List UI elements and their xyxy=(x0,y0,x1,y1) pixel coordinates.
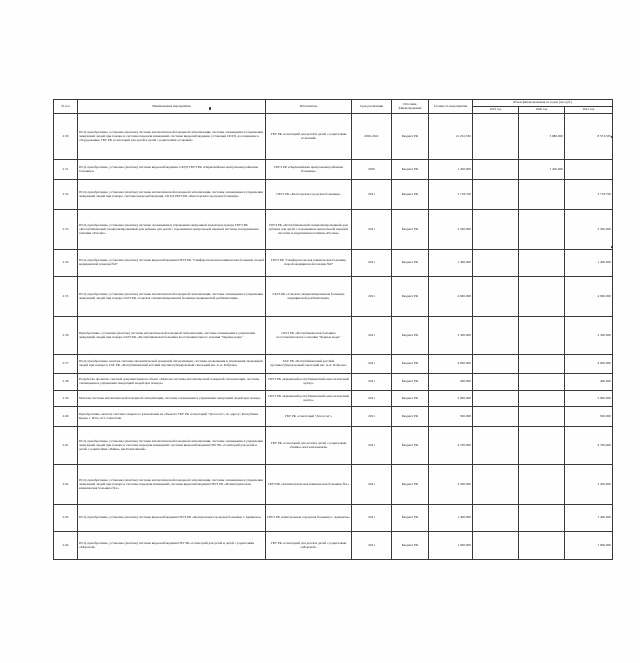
cell-y2019 xyxy=(473,407,519,427)
cell-y2021: 2 500,000 xyxy=(565,210,613,250)
cell-y2019 xyxy=(473,114,519,160)
table-row xyxy=(54,532,613,560)
cell-cost: 3 200,000 xyxy=(429,465,473,505)
cell-measure: ПСД, приобретение, установка (монтаж) системы видеонаблюдения ГБУЗ РК «Центральная городская больница г. Армянска» xyxy=(78,505,266,532)
cell-y2021: 8 572,565 xyxy=(565,114,613,160)
cell-y2021: 3 200,000 xyxy=(565,465,613,505)
cell-source: Бюджет РК xyxy=(392,427,429,465)
cell-term: 2021 xyxy=(352,180,392,210)
cell-executor: ГБУЗ РК «Центральная городская больница г. Армянска» xyxy=(266,505,352,532)
cell-source: Бюджет РК xyxy=(392,250,429,277)
cell-y2021: 4 900,000 xyxy=(565,277,613,317)
cell-y2019 xyxy=(473,465,519,505)
cell-measure: ПСД, приобретение, установка (монтаж) системы видеонаблюдения, СКУД ГБУЗ РК «Первомайская центральная районная больница» xyxy=(78,160,266,180)
cell-cost: 2 300,000 xyxy=(429,317,473,355)
cell-executor: ГАУЗ РК «Республиканская больница восстановительного лечения "Черные воды" xyxy=(266,317,352,355)
cell-measure: ПСД, приобретение, установка (монтаж) системы видеонаблюдения ГБУ РК «Санаторий для детей и детей с родителями «Морской» xyxy=(78,532,266,560)
cell-source: Бюджет РК xyxy=(392,317,429,355)
cell-y2021: 1 400,000 xyxy=(565,250,613,277)
cell-num: 2.58 xyxy=(54,374,78,391)
header-term: Срок реализации xyxy=(352,100,392,114)
table-row xyxy=(54,355,613,374)
cell-y2021: 2 300,000 xyxy=(565,317,613,355)
cell-term: 2021 xyxy=(352,374,392,391)
cell-measure: ПСД, приобретение, установка (монтаж) системы автоматической пожарной сигнализации, системы оповещения и управления эвакуацией людей при пожаре ГАУЗ РК «Сакская специализированная больница медицинской реабилитации» xyxy=(78,277,266,317)
cell-measure: ПСД, приобретение, установка (монтаж) системы оповещения и управления эвакуацией людей при пожаре ГБУЗ РК «Республиканский специализированный дом ребенка для детей с поражением центральной нервной системы и нарушением психики «Елочка» xyxy=(78,210,266,250)
cell-num: 2.63 xyxy=(54,505,78,532)
cell-source: Бюджет РК xyxy=(392,114,429,160)
cell-num: 2.57 xyxy=(54,355,78,374)
cell-source: Бюджет РК xyxy=(392,277,429,317)
cell-measure: ПСД, приобретение, установка (монтаж) системы автоматической пожарной сигнализации, системы оповещения и управления эвакуацией людей при пожаре, системы видеонаблюдения, СКУД ГБУЗ РК «Белогорская городская больница» xyxy=(78,180,266,210)
table-row xyxy=(54,465,613,505)
cell-executor: ГБУ РК «Санаторий для детей и детей с родителями «Чайка» им.Гелиловичей» xyxy=(266,427,352,465)
cell-source: Бюджет РК xyxy=(392,407,429,427)
table-row xyxy=(54,210,613,250)
cell-source: Бюджет РК xyxy=(392,160,429,180)
cell-executor: ГБУЗ РК «Психиатрическая клиническая больница №1» xyxy=(266,465,352,505)
header-year-2019: 2019 год xyxy=(473,107,519,114)
cell-cost: 1 400,000 xyxy=(429,505,473,532)
cell-cost: 1 000,000 xyxy=(429,532,473,560)
cell-y2019 xyxy=(473,277,519,317)
cell-source: Бюджет РК xyxy=(392,355,429,374)
header-executor: Исполнитель xyxy=(266,100,352,114)
cell-y2020 xyxy=(519,210,565,250)
table-row xyxy=(54,505,613,532)
cell-cost: 400,000 xyxy=(429,374,473,391)
cell-term: 2021 xyxy=(352,277,392,317)
cell-measure: ПСД, приобретение, установка (монтаж) системы автоматической пожарной сигнализации, системы оповещения и управления эвакуацией людей при пожаре и системы передачи извещений, системы видеонаблюдения ГБУЗ РК «Психиатрическая клиническая больница №1» xyxy=(78,465,266,505)
cell-num: 2.53 xyxy=(54,210,78,250)
cell-source: Бюджет РК xyxy=(392,391,429,407)
cell-cost: 4 000,000 xyxy=(429,355,473,374)
scan-speck xyxy=(611,246,613,248)
header-cost: Стоимость мероприятия xyxy=(429,100,473,114)
cell-cost: 4 900,000 xyxy=(429,277,473,317)
cell-y2020 xyxy=(519,407,565,427)
cell-term: 2021 xyxy=(352,317,392,355)
cell-cost: 500,000 xyxy=(429,407,473,427)
cell-y2020 xyxy=(519,317,565,355)
cell-executor: ГБУЗ РК "Симферопольская клиническая больница скорой медицинской помощи №6" xyxy=(266,250,352,277)
cell-executor: ГБУЗ РК «Первомайская центральная районная больница» xyxy=(266,160,352,180)
header-num: № п/п xyxy=(54,100,78,114)
table-body xyxy=(54,114,613,560)
cell-source: Бюджет РК xyxy=(392,210,429,250)
cell-y2020 xyxy=(519,250,565,277)
cell-y2020 xyxy=(519,465,565,505)
cell-y2020 xyxy=(519,180,565,210)
cell-measure: ПСД, приобретение, установка (монтаж) системы автоматической пожарной сигнализации, системы оповещения и управления эвакуацией людей при пожаре и системы передачи извещений, системы видеонаблюдения ГБУ РК «Санаторий для детей и детей с родителями «Чайка» им.Гелиловичей» xyxy=(78,427,266,465)
table-row xyxy=(54,114,613,160)
table-row xyxy=(54,250,613,277)
cell-num: 2.50 xyxy=(54,114,78,160)
header-year-2020: 2020 год xyxy=(519,107,565,114)
table-row xyxy=(54,374,613,391)
cell-y2020 xyxy=(519,427,565,465)
table-row xyxy=(54,407,613,427)
cell-measure: ПСД, приобретение, монтаж системы автоматической пожарной сигнализации, системы оповещения и управления эвакуацией людей при пожаре в ГАУ РК «Республиканский детский противотуберкулезный санаторий им. А.А. Боброва» xyxy=(78,355,266,374)
cell-y2021 xyxy=(565,160,613,180)
cell-y2020 xyxy=(519,391,565,407)
cell-measure: Монтаж системы автоматической пожарной сигнализации, системы оповещения и управления эвакуацией людей при пожаре xyxy=(78,391,266,407)
cell-executor: ГБУЗ РК «Белогорская городская больница» xyxy=(266,180,352,210)
cell-y2020: 3 680,000 xyxy=(519,114,565,160)
cell-y2019 xyxy=(473,210,519,250)
cell-term: 2021 xyxy=(352,465,392,505)
cell-y2019 xyxy=(473,160,519,180)
cell-y2021: 4 700,000 xyxy=(565,427,613,465)
cell-term: 2021 xyxy=(352,532,392,560)
cell-cost: 5 900,000 xyxy=(429,391,473,407)
cell-executor: ГБУЗ РК «Крымский республиканский онкологический центр» xyxy=(266,374,352,391)
cell-y2021: 400,000 xyxy=(565,374,613,391)
cell-y2019 xyxy=(473,427,519,465)
table-header xyxy=(54,100,613,114)
measures-table xyxy=(53,99,613,560)
cell-y2021: 1 000,000 xyxy=(565,532,613,560)
cell-num: 2.61 xyxy=(54,427,78,465)
cell-cost: 12 252,565 xyxy=(429,114,473,160)
cell-num: 2.60 xyxy=(54,407,78,427)
cell-source: Бюджет РК xyxy=(392,180,429,210)
cell-executor: ГАУ РК «Республиканский детский противотуберкулезный санаторий им. А.А. Боброва» xyxy=(266,355,352,374)
cell-cost: 1 450,000 xyxy=(429,160,473,180)
cell-term: 2021 xyxy=(352,355,392,374)
cell-measure: Приобретение, установка (монтаж) системы автоматической пожарной сигнализации, системы оповещения и управления эвакуацией людей при пожаре ГАУЗ РК «Республиканская больница восстановительного лечения "Черные воды" xyxy=(78,317,266,355)
cell-y2019 xyxy=(473,374,519,391)
cell-cost: 4 700,000 xyxy=(429,427,473,465)
cell-y2019 xyxy=(473,355,519,374)
cell-y2019 xyxy=(473,317,519,355)
header-year-2021: 2021 год xyxy=(565,107,613,114)
cell-num: 2.51 xyxy=(54,160,78,180)
header-source: Источник финансирования xyxy=(392,100,429,114)
table-row xyxy=(54,317,613,355)
table-row xyxy=(54,160,613,180)
cell-term: 2021 xyxy=(352,391,392,407)
cell-y2021: 3 718,700 xyxy=(565,180,613,210)
table-row xyxy=(54,427,613,465)
cell-executor: ГБУ РК «Санаторий для детей и детей с родителями «Морской» xyxy=(266,532,352,560)
cell-y2020 xyxy=(519,374,565,391)
cell-num: 2.64 xyxy=(54,532,78,560)
cell-cost: 1 400,000 xyxy=(429,250,473,277)
table-row xyxy=(54,391,613,407)
cell-y2021: 4 000,000 xyxy=(565,355,613,374)
cell-y2020 xyxy=(519,532,565,560)
cell-num: 2.54 xyxy=(54,250,78,277)
cell-num: 2.59 xyxy=(54,391,78,407)
cell-source: Бюджет РК xyxy=(392,374,429,391)
cell-measure: Приобретение, монтаж системы закрытого ключевания на объектах ГБУ РК «Санаторий "Долоссы"» по адресу: Республика Крым, г. Ялта, пгт. Севастьян xyxy=(78,407,266,427)
cell-measure: Разработка проектно-сметной документации на объект «Монтаж системы автоматической пожарной сигнализации, системы оповещения и управления эвакуацией людей при пожаре» xyxy=(78,374,266,391)
cell-source: Бюджет РК xyxy=(392,505,429,532)
cell-cost: 2 500,000 xyxy=(429,210,473,250)
cell-term: 2021 xyxy=(352,407,392,427)
cell-y2020 xyxy=(519,355,565,374)
cell-measure: ПСД, приобретение, установка (монтаж) системы автоматической пожарной сигнализации, системы оповещения и управления эвакуацией людей при пожаре и системы передачи извещений, системы видеонаблюдения, установки СКУД, дооснащение к оборудованию ГБУ РК «Санаторий для детей и детей с родителями «Сакский» xyxy=(78,114,266,160)
cell-measure: ПСД, приобретение, установка (монтаж) системы видеонаблюдения ГБУЗ РК "Симферопольская клиническая больница скорой медицинской помощи №6" xyxy=(78,250,266,277)
cell-term: 2020 xyxy=(352,160,392,180)
cell-y2021: 500,000 xyxy=(565,407,613,427)
cell-y2020: 1 450,000 xyxy=(519,160,565,180)
cell-y2020 xyxy=(519,277,565,317)
cell-y2019 xyxy=(473,250,519,277)
cell-executor: ГБУ РК «Санаторий для детей и детей с родителями «Сакский» xyxy=(266,114,352,160)
cell-num: 2.55 xyxy=(54,277,78,317)
scan-speck xyxy=(209,107,211,110)
cell-term: 2021 xyxy=(352,505,392,532)
table-row xyxy=(54,277,613,317)
header-funding-group: Объем финансирования по годам (тыс.руб.) xyxy=(473,100,613,107)
cell-term: 2020-2021 xyxy=(352,114,392,160)
cell-executor: ГБУЗ РК «Крымский республиканский онкологический центр» xyxy=(266,391,352,407)
cell-y2020 xyxy=(519,505,565,532)
cell-num: 2.52 xyxy=(54,180,78,210)
cell-executor: ГБУЗ РК «Республиканский специализированный дом ребенка для детей с поражением центральной нервной системы и нарушением психики «Елочка» xyxy=(266,210,352,250)
cell-y2019 xyxy=(473,391,519,407)
cell-y2019 xyxy=(473,532,519,560)
cell-source: Бюджет РК xyxy=(392,532,429,560)
cell-y2021: 1 400,000 xyxy=(565,505,613,532)
cell-executor: ГБУ РК «Санаторий "Долоссы"» xyxy=(266,407,352,427)
cell-num: 2.62 xyxy=(54,465,78,505)
cell-cost: 3 718,700 xyxy=(429,180,473,210)
cell-y2019 xyxy=(473,505,519,532)
cell-num: 2.56 xyxy=(54,317,78,355)
cell-y2019 xyxy=(473,180,519,210)
cell-source: Бюджет РК xyxy=(392,465,429,505)
cell-executor: ГАУЗ РК «Сакская специализированная больница медицинской реабилитации» xyxy=(266,277,352,317)
cell-term: 2021 xyxy=(352,427,392,465)
table-row xyxy=(54,180,613,210)
cell-term: 2021 xyxy=(352,210,392,250)
cell-y2021: 5 900,000 xyxy=(565,391,613,407)
header-measure: Наименование мероприятия xyxy=(78,100,266,114)
cell-term: 2021 xyxy=(352,250,392,277)
scan-speck xyxy=(611,136,613,138)
